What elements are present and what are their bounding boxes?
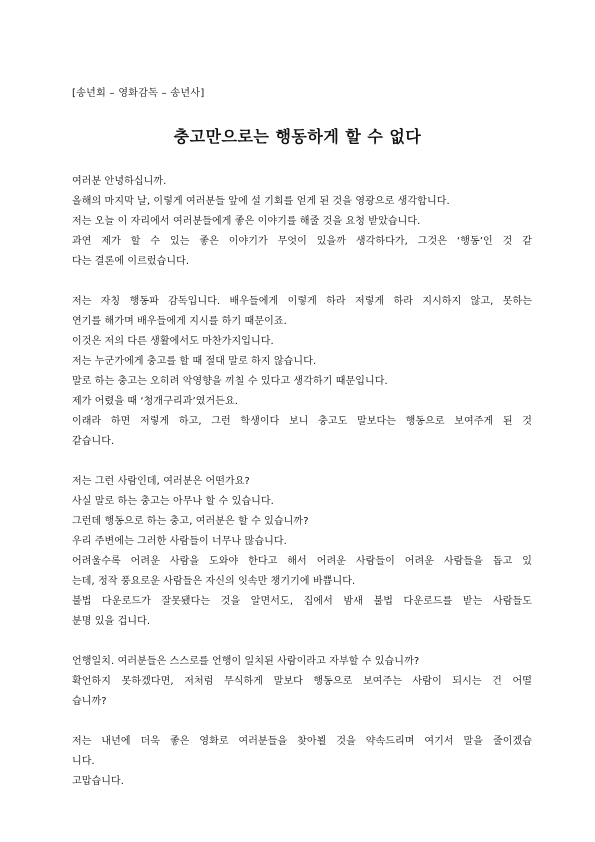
header-tag: [송년회 – 영화감독 – 송년사] (72, 88, 205, 99)
text-line: 확언하지 못하겠다면, 저처럼 무식하게 말보다 행동으로 보여주는 사람이 되시는 건 어떨 (72, 676, 532, 687)
paragraph (72, 292, 532, 452)
text-line: 여러분 안녕하십니까. (72, 176, 167, 187)
text-line: 다는 결론에 이르렀습니다. (72, 256, 190, 267)
text-line: 이래라 하면 저렇게 하고, 그런 학생이다 보니 충고도 말보다는 행동으로 보여주게 된 것 (72, 416, 532, 427)
paragraph-gap (72, 452, 532, 472)
paragraph-gap (72, 632, 532, 652)
paragraph-gap (72, 272, 532, 292)
text-line: 저는 누군가에게 충고를 할 때 절대 말로 하지 않습니다. (72, 356, 317, 367)
text-line: 고맙습니다. (72, 776, 125, 787)
text-line: 습니까? (72, 696, 107, 707)
text-line: 과연 제가 할 수 있는 좋은 이야기가 무엇이 있을까 생각하다가, 그것은 ‘행동’인 것 같 (72, 236, 532, 247)
paragraph (72, 472, 532, 632)
text-line: 말로 하는 충고는 오히려 악영향을 끼칠 수 있다고 생각하기 때문입니다. (72, 376, 388, 387)
text-line: 연기를 해가며 배우들에게 지시를 하기 때문이죠. (72, 316, 287, 327)
text-line: 우리 주변에는 그러한 사람들이 너무나 많습니다. (72, 536, 287, 547)
paragraph (72, 172, 532, 272)
text-line: 그런데 행동으로 하는 충고, 여러분은 할 수 있습니까? (72, 516, 309, 527)
text-line: 저는 자칭 행동파 감독입니다. 배우들에게 이렇게 하라 저렇게 하라 지시하지 않고, 못하는 (72, 296, 532, 307)
text-line: 니다. (72, 756, 95, 767)
text-line: 사실 말로 하는 충고는 아무나 할 수 있습니다. (72, 496, 274, 507)
document-title: 충고만으로는 행동하게 할 수 없다 (173, 127, 422, 146)
text-line: 올해의 마지막 날, 이렇게 여러분들 앞에 설 기회를 얻게 된 것을 영광으로 생각합니다. (72, 196, 450, 207)
paragraph (72, 652, 532, 712)
text-line: 불법 다운로드가 잘못됐다는 것을 알면서도, 집에서 밤새 불법 다운로드를 받는 사람들도 (72, 596, 532, 607)
text-line: 저는 오늘 이 자리에서 여러분들에게 좋은 이야기를 해줄 것을 요청 받았습니다. (72, 216, 421, 227)
text-line: 이것은 저의 다른 생활에서도 마찬가지입니다. (72, 336, 274, 347)
text-line: 제가 어렸을 때 ‘청개구리과’였거든요. (72, 396, 239, 407)
text-line: 는데, 정작 풍요로운 사람들은 자신의 잇속만 챙기기에 바쁩니다. (72, 576, 356, 587)
paragraph-gap (72, 712, 532, 732)
text-line: 분명 있을 겁니다. (72, 616, 151, 627)
paragraph (72, 732, 532, 792)
text-line: 같습니다. (72, 436, 115, 447)
document-body (72, 172, 532, 792)
text-line: 어려울수록 어려운 사람을 도와야 한다고 해서 어려운 사람들이 어려운 사람들을 돕고 있 (72, 556, 532, 567)
text-line: 저는 내년에 더욱 좋은 영화로 여러분들을 찾아뵐 것을 약속드리며 여기서 말을 줄이겠습 (72, 736, 532, 747)
text-line: 저는 그런 사람인데, 여러분은 어떤가요? (72, 476, 250, 487)
text-line: 언행일치. 여러분들은 스스로를 언행이 일치된 사람이라고 자부할 수 있습니까? (72, 656, 420, 667)
